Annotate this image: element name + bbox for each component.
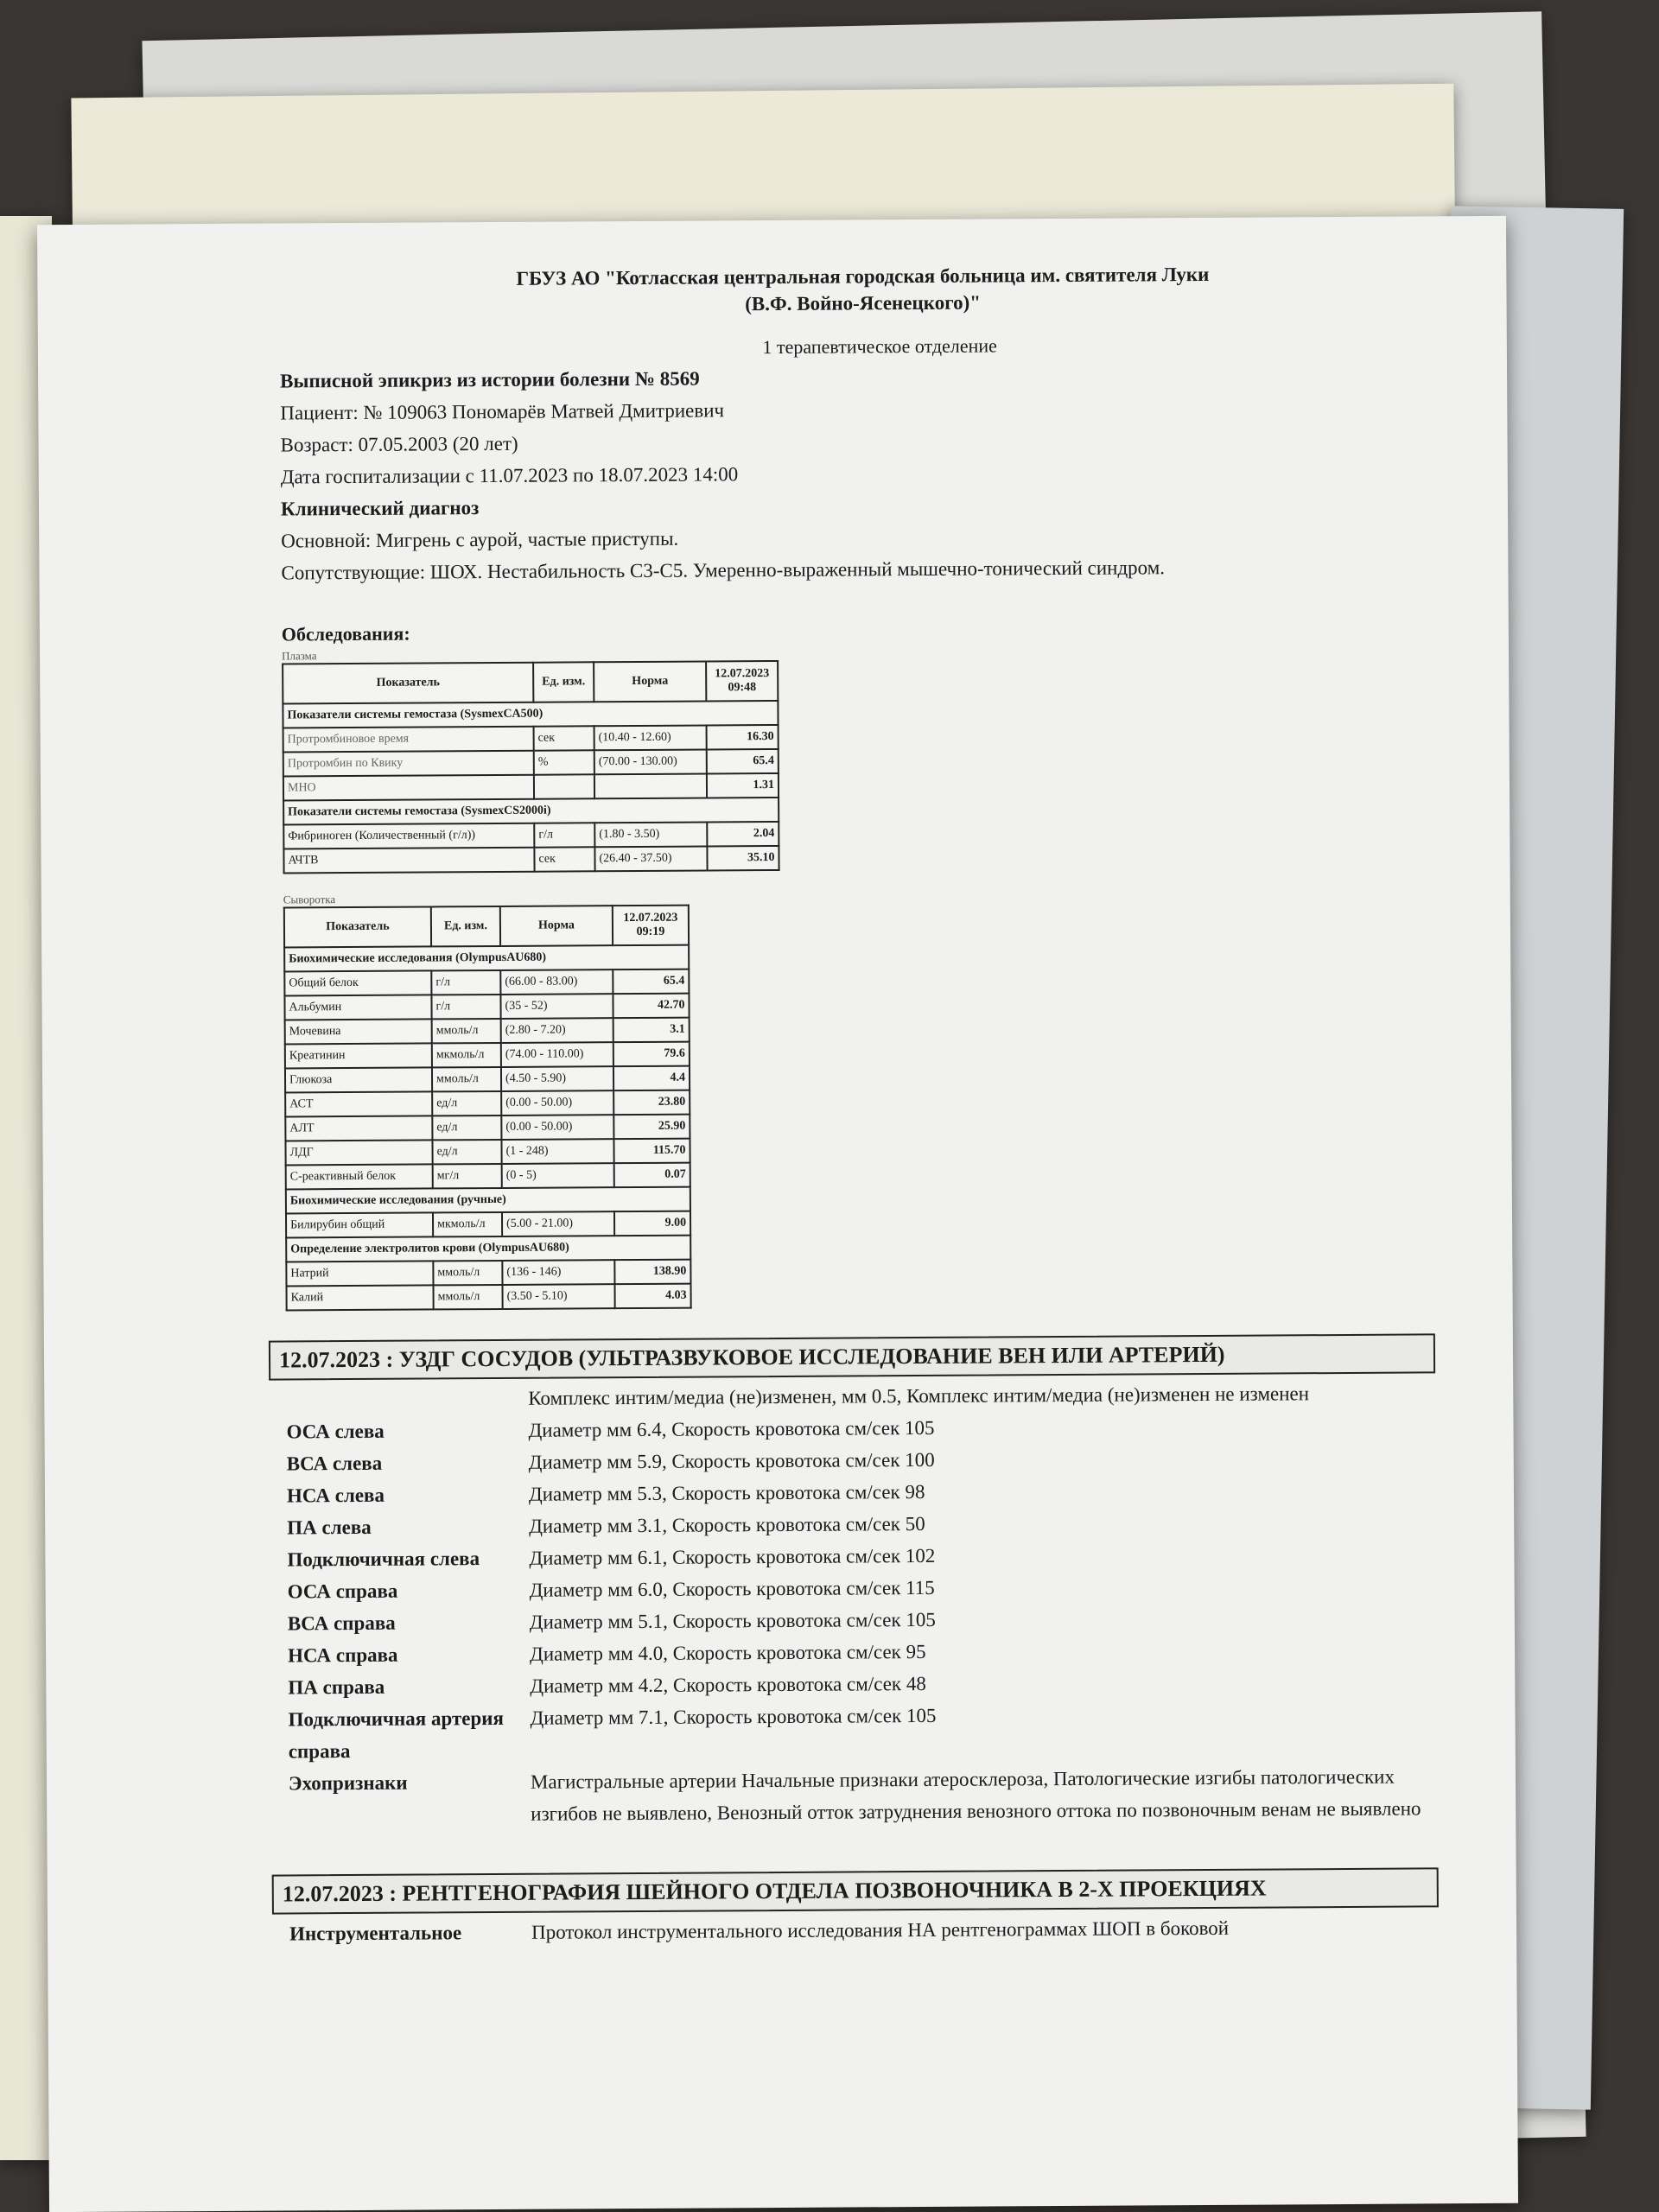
cell-unit: ед/л: [432, 1091, 501, 1116]
biochemistry-table: [283, 905, 692, 1312]
cell-value: 79.6: [613, 1042, 690, 1067]
document-content: [279, 259, 1439, 1949]
usdg-section-heading: 12.07.2023 : УЗДГ СОСУДОВ (УЛЬТРАЗВУКОВОЕ ИССЛЕДОВАНИЕ ВЕН ИЛИ АРТЕРИЙ): [269, 1333, 1435, 1380]
cell-name: ЛДГ: [285, 1140, 432, 1165]
cell-unit: ммоль/л: [432, 1067, 501, 1091]
usdg-row-label: Подключичная артерия справа: [288, 1707, 504, 1763]
usdg-row-value: Магистральные артерии Начальные признаки атеросклероза, Патологические изгибы патологических изгибов не выявлено, Венозный отток затруднения венозного оттока по позвоночным венам не выявлено: [530, 1765, 1421, 1825]
diagnosis-main: Основной: Мигрень с аурой, частые приступы.: [281, 527, 679, 552]
cell-unit: ед/л: [432, 1140, 501, 1164]
table-row: [285, 1090, 690, 1117]
table-row: [286, 1284, 690, 1311]
cell-value: 2.04: [707, 822, 779, 847]
cell-norm: (0.00 - 50.00): [501, 1090, 613, 1116]
table-row: [285, 1115, 690, 1141]
table-row: [286, 1211, 690, 1238]
usdg-row-label: НСА справа: [288, 1643, 398, 1667]
table-row: [284, 994, 689, 1020]
patient-info: [280, 358, 1431, 588]
cell-name: Креатинин: [285, 1043, 432, 1068]
usdg-row-value: Диаметр мм 6.1, Скорость кровотока см/сек 102: [529, 1544, 936, 1569]
cell-norm: (1.80 - 3.50): [594, 822, 707, 847]
usdg-row-label: ВСА слева: [286, 1452, 383, 1475]
xray-text: Протокол инструментального исследования НА рентгенограммах ШОП в боковой: [531, 1916, 1230, 1943]
usdg-row-label: ОСА справа: [287, 1580, 398, 1603]
usdg-row: [289, 1760, 1438, 1831]
table-row: [285, 1042, 690, 1069]
cell-name: Общий белок: [284, 970, 431, 995]
cell-unit: г/л: [431, 970, 500, 995]
serum-label: Сыворотка: [283, 893, 336, 906]
cell-norm: (3.50 - 5.10): [502, 1284, 614, 1309]
epicrisis-title: Выписной эпикриз из истории болезни № 8569: [280, 367, 700, 392]
cell-norm: (35 - 52): [500, 994, 613, 1019]
col-header-norm: Норма: [594, 661, 706, 702]
usdg-row-value: Диаметр мм 5.1, Скорость кровотока см/сек 105: [529, 1608, 936, 1633]
usdg-row-value: Диаметр мм 4.0, Скорость кровотока см/сек 95: [530, 1640, 926, 1665]
hospital-name-line2: (В.Ф. Войно-Ясенецкого)": [745, 291, 982, 315]
usdg-row-value: Диаметр мм 5.9, Скорость кровотока см/сек 100: [528, 1448, 935, 1473]
xray-results: [289, 1910, 1439, 1949]
table-group-header: Показатели системы гемостаза (SysmexCS2000i): [283, 798, 779, 824]
cell-unit: ммоль/л: [433, 1261, 502, 1285]
usdg-results: [286, 1376, 1438, 1831]
cell-name: Глюкоза: [285, 1067, 432, 1092]
hospital-name-line1: ГБУЗ АО "Котласская центральная городская больница им. святителя Луки: [516, 263, 1210, 289]
department-name: 1 терапевтическое отделение: [762, 334, 997, 359]
usdg-row-value: Диаметр мм 6.0, Скорость кровотока см/сек 115: [529, 1576, 935, 1601]
cell-norm: [594, 773, 707, 798]
patient-line: Пациент: № 109063 Пономарёв Матвей Дмитриевич: [280, 399, 725, 424]
usdg-row-label: ВСА справа: [287, 1611, 396, 1635]
table-row: [285, 1018, 690, 1045]
col-header-unit: Ед. изм.: [533, 662, 594, 702]
cell-norm: (4.50 - 5.90): [501, 1066, 613, 1091]
usdg-row-value: Диаметр мм 4.2, Скорость кровотока см/сек 48: [530, 1672, 926, 1697]
cell-value: 23.80: [613, 1090, 690, 1116]
cell-value: 9.00: [614, 1211, 690, 1236]
table-row: [283, 749, 779, 776]
table-row: [283, 846, 779, 873]
cell-norm: (136 - 146): [502, 1260, 614, 1285]
cell-norm: (26.40 - 37.50): [594, 846, 707, 871]
cell-value: 16.30: [707, 725, 779, 750]
cell-unit: сек: [534, 726, 594, 750]
usdg-row-value: Диаметр мм 5.3, Скорость кровотока см/сек 98: [528, 1480, 925, 1505]
hemostasis-table: [282, 660, 779, 874]
cell-value: 35.10: [707, 846, 779, 871]
cell-name: АСТ: [285, 1091, 432, 1116]
cell-name: Протромбин по Квику: [283, 751, 534, 777]
usdg-intro: Комплекс интим/медиа (не)изменен, мм 0.5, Комплекс интим/медиа (не)изменен не изменен: [528, 1382, 1310, 1409]
plasma-label: Плазма: [281, 649, 317, 663]
cell-name: Натрий: [286, 1261, 433, 1286]
cell-value: 25.90: [613, 1115, 690, 1140]
col-header-norm: Норма: [500, 906, 613, 946]
hospital-header: [296, 259, 1428, 320]
cell-value: 65.4: [707, 749, 779, 774]
usdg-row-value: Диаметр мм 6.4, Скорость кровотока см/сек 105: [528, 1416, 935, 1441]
usdg-row-label: ОСА слева: [286, 1420, 385, 1443]
cell-unit: мг/л: [433, 1164, 502, 1188]
col-header-indicator: Показатель: [284, 906, 431, 947]
xray-section-heading: 12.07.2023 : РЕНТГЕНОГРАФИЯ ШЕЙНОГО ОТДЕЛА ПОЗВОНОЧНИКА В 2-Х ПРОЕКЦИЯХ: [272, 1867, 1439, 1914]
discharge-document-page: [37, 216, 1518, 2212]
cell-unit: сек: [534, 847, 594, 871]
table-row: [286, 1163, 690, 1190]
diagnosis-concomitant: Сопутствующие: ШОХ. Нестабильность С3-С5. Умеренно-выраженный мышечно-тонический синдром.: [281, 556, 1166, 584]
cell-unit: [534, 774, 594, 798]
cell-norm: (5.00 - 21.00): [502, 1211, 614, 1236]
cell-norm: (10.40 - 12.60): [594, 725, 707, 750]
cell-norm: (2.80 - 7.20): [501, 1018, 613, 1043]
cell-unit: %: [534, 750, 594, 774]
cell-norm: (66.00 - 83.00): [500, 969, 613, 995]
cell-unit: г/л: [534, 823, 594, 847]
cell-name: АЧТВ: [283, 848, 534, 874]
cell-value: 138.90: [614, 1260, 690, 1285]
cell-name: МНО: [283, 775, 534, 801]
xray-label: Инструментальное: [289, 1922, 462, 1945]
col-header-unit: Ед. изм.: [431, 906, 500, 946]
table-row: [283, 822, 779, 849]
cell-unit: мкмоль/л: [433, 1212, 502, 1236]
usdg-row-value: Диаметр мм 3.1, Скорость кровотока см/сек 50: [529, 1512, 925, 1537]
cell-name: С-реактивный белок: [286, 1164, 433, 1189]
table-row: [285, 1066, 690, 1093]
cell-value: 42.70: [613, 994, 689, 1019]
cell-name: Фибриноген (Количественный (г/л)): [283, 823, 534, 849]
cell-norm: (1 - 248): [501, 1139, 613, 1164]
cell-value: 1.31: [707, 773, 779, 798]
cell-name: АЛТ: [285, 1116, 432, 1141]
cell-name: Мочевина: [285, 1019, 432, 1044]
cell-name: Калий: [286, 1285, 433, 1310]
table-group-header: Показатели системы гемостаза (SysmexCA500): [283, 701, 778, 728]
cell-unit: г/л: [431, 995, 500, 1019]
col-header-date: 12.07.2023 09:19: [613, 906, 689, 946]
hospitalization-line: Дата госпитализации с 11.07.2023 по 18.07.2023 14:00: [280, 463, 739, 488]
cell-unit: мкмоль/л: [432, 1043, 501, 1067]
table-row: [283, 725, 779, 752]
cell-name: Билирубин общий: [286, 1212, 433, 1237]
cell-value: 4.03: [614, 1284, 690, 1309]
cell-unit: ммоль/л: [433, 1285, 502, 1309]
cell-name: Протромбиновое время: [283, 727, 534, 753]
table-row: [286, 1260, 690, 1287]
table-group-header: Определение электролитов крови (OlympusAU680): [286, 1236, 690, 1262]
usdg-row-label: ПА слева: [287, 1516, 372, 1539]
usdg-row-label: Эхопризнаки: [288, 1771, 408, 1795]
cell-norm: (0.00 - 50.00): [501, 1115, 613, 1140]
usdg-row-label: Подключичная слева: [287, 1548, 480, 1571]
cell-value: 3.1: [613, 1018, 690, 1043]
col-header-indicator: Показатель: [283, 663, 533, 704]
cell-value: 0.07: [614, 1163, 690, 1188]
diagnosis-title: Клинический диагноз: [280, 497, 480, 520]
usdg-row-label: ПА справа: [288, 1675, 385, 1699]
usdg-row-label: НСА слева: [286, 1484, 385, 1507]
cell-unit: ед/л: [432, 1116, 501, 1140]
usdg-row-value: Диаметр мм 7.1, Скорость кровотока см/сек 105: [530, 1704, 937, 1729]
table-row: [284, 969, 689, 996]
cell-name: Альбумин: [284, 995, 431, 1020]
xray-row: [289, 1910, 1439, 1949]
table-group-header: Биохимические исследования (OlympusAU680): [284, 945, 689, 972]
cell-norm: (70.00 - 130.00): [594, 749, 707, 774]
cell-unit: ммоль/л: [432, 1019, 501, 1043]
cell-value: 65.4: [613, 969, 689, 995]
table-group-header: Биохимические исследования (ручные): [286, 1187, 690, 1214]
examinations-title: Обследования:: [281, 622, 410, 645]
table-row: [285, 1139, 690, 1166]
cell-value: 115.70: [613, 1139, 690, 1164]
col-header-date: 12.07.2023 09:48: [706, 661, 778, 702]
usdg-row: [288, 1696, 1437, 1767]
cell-value: 4.4: [613, 1066, 690, 1091]
age-line: Возраст: 07.05.2003 (20 лет): [280, 432, 518, 456]
table-row: [283, 773, 779, 800]
cell-norm: (0 - 5): [502, 1163, 614, 1188]
cell-norm: (74.00 - 110.00): [501, 1042, 613, 1067]
